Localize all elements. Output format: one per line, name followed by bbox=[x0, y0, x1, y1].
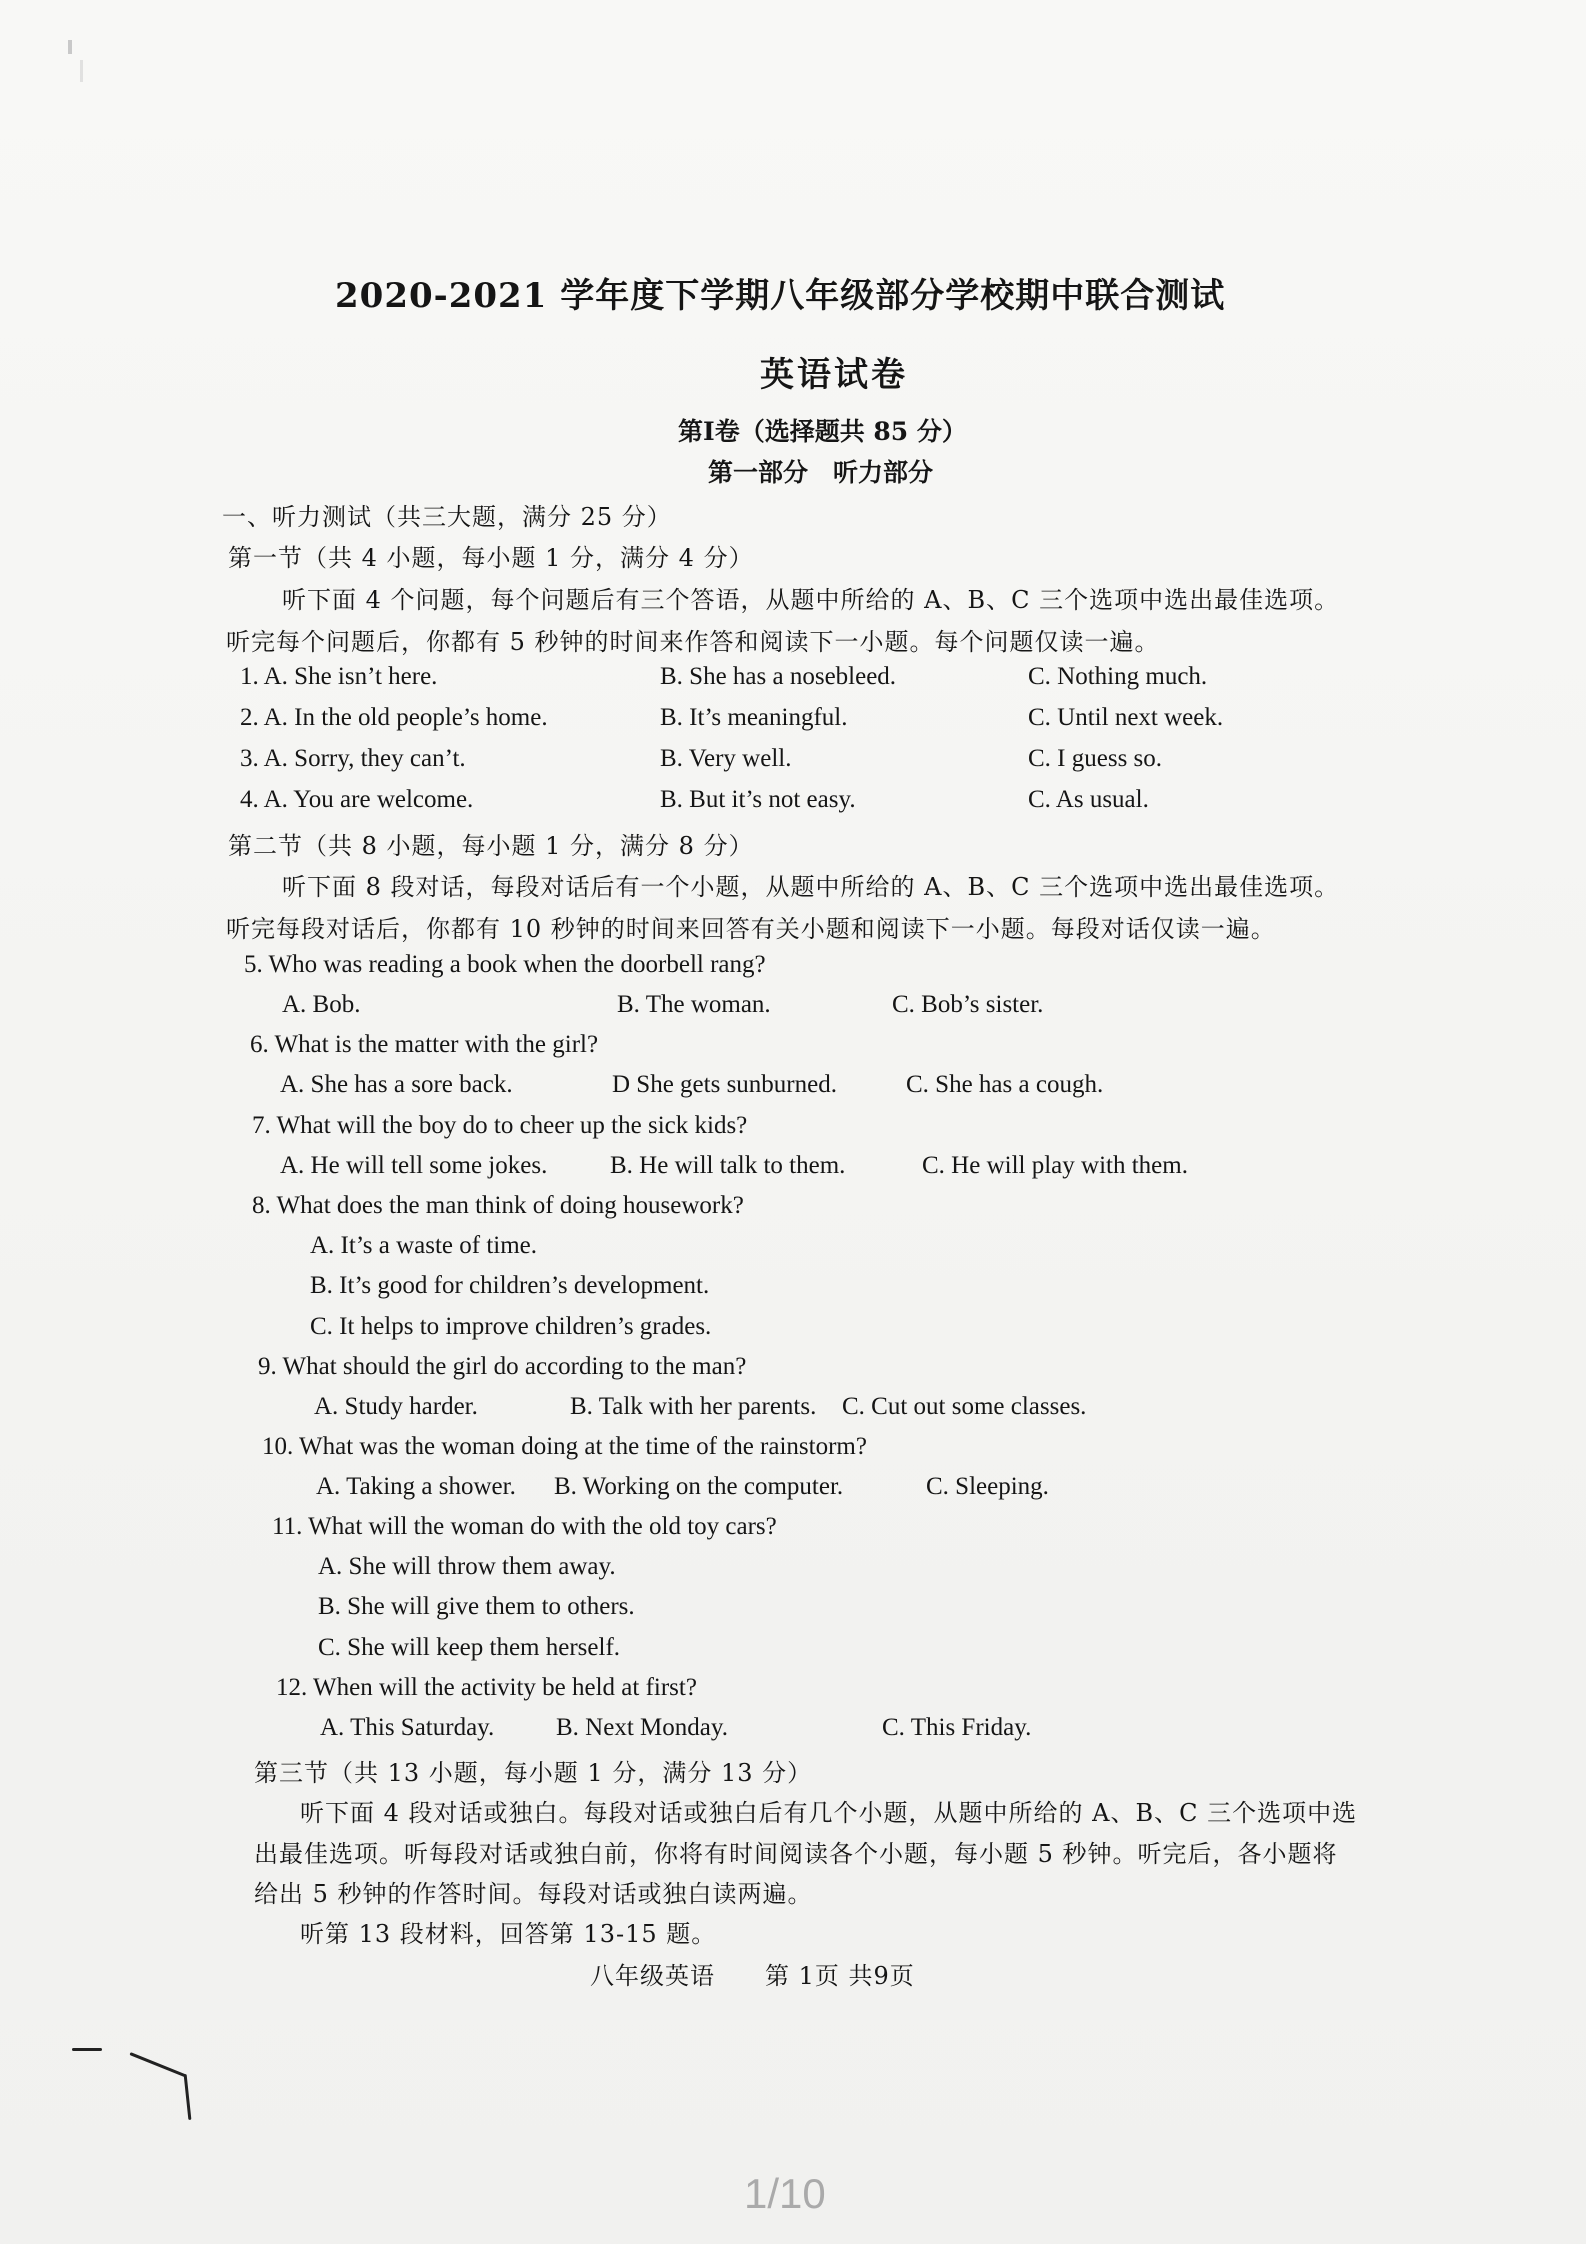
volume-heading: 第Ⅰ卷（选择题共 85 分） bbox=[678, 417, 967, 446]
page-counter: 1/10 bbox=[744, 2170, 826, 2217]
q4-option-c: C. As usual. bbox=[1028, 786, 1149, 813]
q10-option-b: B. Working on the computer. bbox=[554, 1473, 844, 1500]
q3-option-b: B. Very well. bbox=[660, 745, 792, 772]
s3-heading: 第三节（共 13 小题，每小题 1 分，满分 13 分） bbox=[254, 1759, 813, 1787]
q10-question: 10. What was the woman doing at the time of the rainstorm? bbox=[262, 1433, 867, 1460]
q11-option-b: B. She will give them to others. bbox=[318, 1593, 635, 1620]
q7-question: 7. What will the boy do to cheer up the sick kids? bbox=[252, 1112, 748, 1139]
q1-option-b: B. She has a nosebleed. bbox=[660, 663, 897, 690]
section-heading: 一、听力测试（共三大题，满分 25 分） bbox=[222, 503, 672, 531]
q9-option-b: B. Talk with her parents. bbox=[570, 1393, 817, 1420]
q6-option-a: A. She has a sore back. bbox=[280, 1071, 513, 1098]
s3-instruction: 出最佳选项。听每段对话或独白前，你将有时间阅读各个小题，每小题 5 秒钟。听完后，各小题将 bbox=[254, 1840, 1338, 1868]
q7-option-c: C. He will play with them. bbox=[922, 1152, 1188, 1179]
q2-option-c: C. Until next week. bbox=[1028, 704, 1224, 731]
q1-option-a: 1. A. She isn’t here. bbox=[240, 663, 438, 690]
q12-option-a: A. This Saturday. bbox=[320, 1714, 495, 1741]
pen-mark bbox=[184, 2074, 192, 2120]
page-footer: 八年级英语 第 1页 共9页 bbox=[590, 1962, 915, 1990]
q5-option-b: B. The woman. bbox=[617, 991, 771, 1018]
s3-instruction: 给出 5 秒钟的作答时间。每段对话或独白读两遍。 bbox=[254, 1880, 813, 1908]
q1-option-c: C. Nothing much. bbox=[1028, 663, 1208, 690]
pen-mark bbox=[72, 2048, 102, 2051]
q2-option-b: B. It’s meaningful. bbox=[660, 704, 848, 731]
q8-option-b: B. It’s good for children’s development. bbox=[310, 1272, 710, 1299]
s2-heading: 第二节（共 8 小题，每小题 1 分，满分 8 分） bbox=[228, 832, 754, 860]
q11-option-a: A. She will throw them away. bbox=[318, 1553, 616, 1580]
q7-option-b: B. He will talk to them. bbox=[610, 1152, 846, 1179]
q3-option-c: C. I guess so. bbox=[1028, 745, 1163, 772]
q8-question: 8. What does the man think of doing housework? bbox=[252, 1192, 744, 1219]
paper-subtitle: 英语试卷 bbox=[760, 355, 908, 395]
q10-option-c: C. Sleeping. bbox=[926, 1473, 1049, 1500]
q3-option-a: 3. A. Sorry, they can’t. bbox=[240, 745, 466, 772]
q8-option-c: C. It helps to improve children’s grades. bbox=[310, 1313, 712, 1340]
q5-question: 5. Who was reading a book when the doorbell rang? bbox=[244, 951, 766, 978]
s2-instruction: 听下面 8 段对话，每段对话后有一个小题，从题中所给的 A、B、C 三个选项中选出最佳选项。 bbox=[282, 873, 1340, 901]
q12-question: 12. When will the activity be held at first? bbox=[276, 1674, 697, 1701]
q5-option-c: C. Bob’s sister. bbox=[892, 991, 1044, 1018]
q5-option-a: A. Bob. bbox=[282, 991, 361, 1018]
s1-instruction: 听下面 4 个问题，每个问题后有三个答语，从题中所给的 A、B、C 三个选项中选出最佳选项。 bbox=[282, 586, 1340, 614]
q6-option-c: C. She has a cough. bbox=[906, 1071, 1104, 1098]
part-heading: 第一部分 听力部分 bbox=[708, 458, 934, 487]
s2-instruction: 听完每段对话后，你都有 10 秒钟的时间来回答有关小题和阅读下一小题。每段对话仅读一遍。 bbox=[226, 915, 1276, 943]
page-title: 2020-2021 学年度下学期八年级部分学校期中联合测试 bbox=[335, 276, 1226, 316]
q8-option-a: A. It’s a waste of time. bbox=[310, 1232, 538, 1259]
q2-option-a: 2. A. In the old people’s home. bbox=[240, 704, 548, 731]
q12-option-c: C. This Friday. bbox=[882, 1714, 1032, 1741]
q6-option-b: D She gets sunburned. bbox=[612, 1071, 837, 1098]
q9-option-a: A. Study harder. bbox=[314, 1393, 478, 1420]
s1-heading: 第一节（共 4 小题，每小题 1 分，满分 4 分） bbox=[228, 544, 754, 572]
q9-question: 9. What should the girl do according to the man? bbox=[258, 1353, 747, 1380]
s3-instruction: 听下面 4 段对话或独白。每段对话或独白后有几个小题，从题中所给的 A、B、C 三个选项中选 bbox=[300, 1799, 1358, 1827]
q11-question: 11. What will the woman do with the old toy cars? bbox=[272, 1513, 777, 1540]
q10-option-a: A. Taking a shower. bbox=[316, 1473, 516, 1500]
scan-speck bbox=[80, 60, 83, 82]
s1-instruction: 听完每个问题后，你都有 5 秒钟的时间来作答和阅读下一小题。每个问题仅读一遍。 bbox=[226, 628, 1160, 656]
q6-question: 6. What is the matter with the girl? bbox=[250, 1031, 599, 1058]
q4-option-b: B. But it’s not easy. bbox=[660, 786, 856, 813]
scan-speck bbox=[68, 40, 72, 54]
q4-option-a: 4. A. You are welcome. bbox=[240, 786, 474, 813]
pen-mark bbox=[129, 2052, 186, 2077]
q7-option-a: A. He will tell some jokes. bbox=[280, 1152, 548, 1179]
q12-option-b: B. Next Monday. bbox=[556, 1714, 728, 1741]
s3-instruction: 听第 13 段材料，回答第 13-15 题。 bbox=[300, 1920, 717, 1948]
q11-option-c: C. She will keep them herself. bbox=[318, 1634, 621, 1661]
q9-option-c: C. Cut out some classes. bbox=[842, 1393, 1087, 1420]
